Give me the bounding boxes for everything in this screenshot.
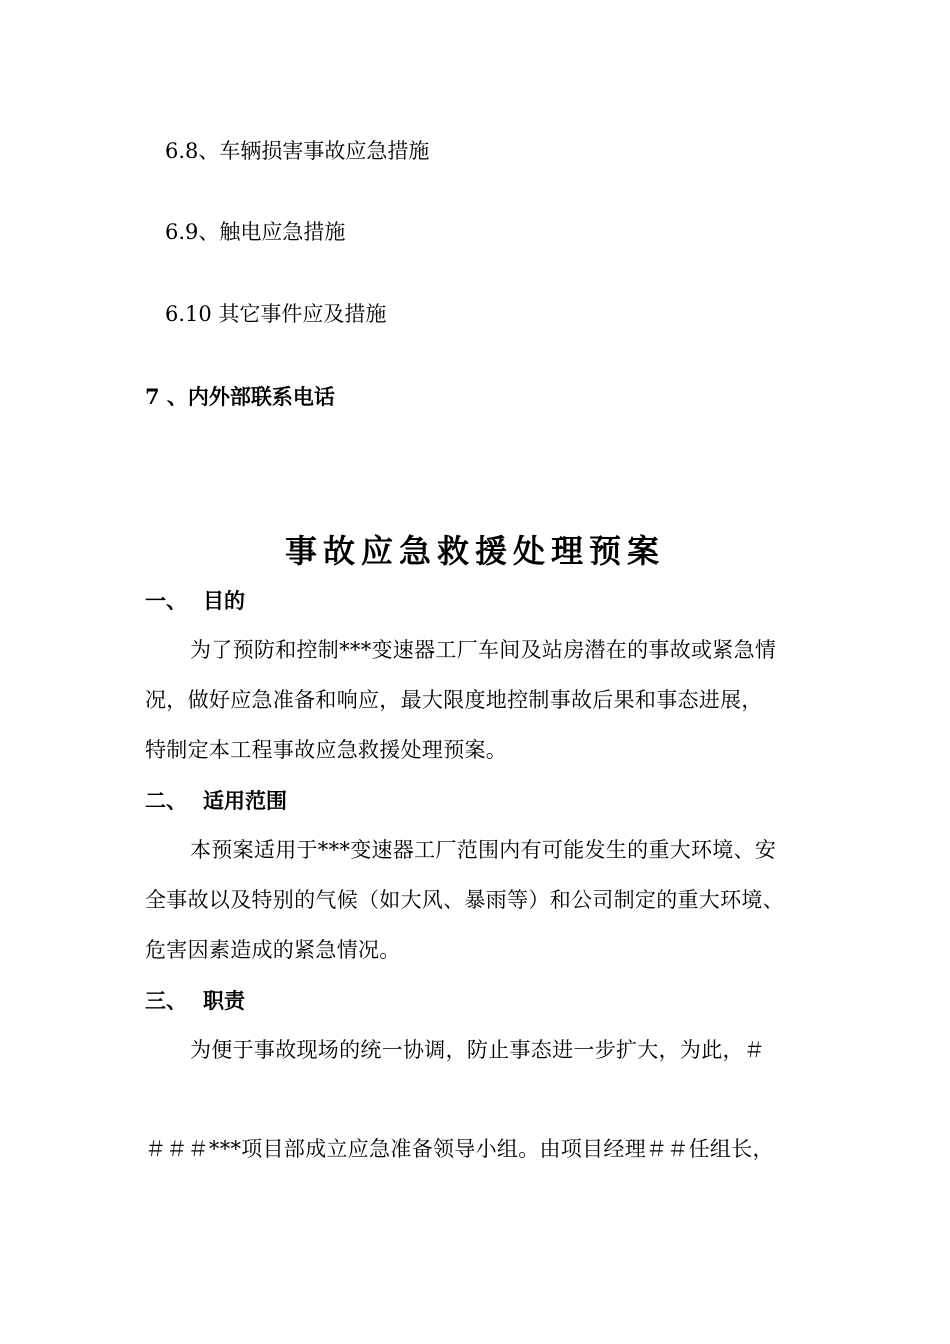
toc-item-6-8: 6.8、车辆损害事故应急措施 [165, 139, 430, 163]
section-heading-2 [145, 790, 287, 811]
section-1-line-1: 为了预防和控制***变速器工厂车间及站房潜在的事故或紧急情 [190, 638, 777, 662]
toc-item-6-10: 6.10 其它事件应及措施 [165, 302, 387, 326]
section-heading-1 [145, 590, 245, 611]
toc-item-6-9: 6.9、触电应急措施 [165, 220, 346, 244]
section-title-2: 适用范围 [203, 788, 287, 813]
section-3-line-1: 为便于事故现场的统一协调，防止事态进一步扩大，为此，＃ [190, 1038, 766, 1062]
section-number-1: 一、 [145, 588, 187, 613]
section-number-2: 二、 [145, 788, 187, 813]
section-2-line-1: 本预案适用于***变速器工厂范围内有可能发生的重大环境、安 [190, 838, 777, 862]
section-title-3: 职责 [203, 988, 245, 1013]
section-3-line-2: ＃＃＃***项目部成立应急准备领导小组。由项目经理＃＃任组长， [145, 1137, 774, 1161]
section-2-line-3: 危害因素造成的紧急情况。 [145, 938, 401, 962]
section-title-1: 目的 [203, 588, 245, 613]
section-1-line-2: 况，做好应急准备和响应，最大限度地控制事故后果和事态进展， [145, 688, 763, 712]
toc-item-7: 7 、内外部联系电话 [145, 384, 335, 409]
section-number-3: 三、 [145, 988, 187, 1013]
document-title: 事故应急救援处理预案 [284, 532, 665, 570]
section-2-line-2: 全事故以及特别的气候（如大风、暴雨等）和公司制定的重大环境、 [145, 888, 784, 912]
section-1-line-3: 特制定本工程事故应急救援处理预案。 [145, 738, 508, 762]
section-heading-3 [145, 990, 245, 1011]
